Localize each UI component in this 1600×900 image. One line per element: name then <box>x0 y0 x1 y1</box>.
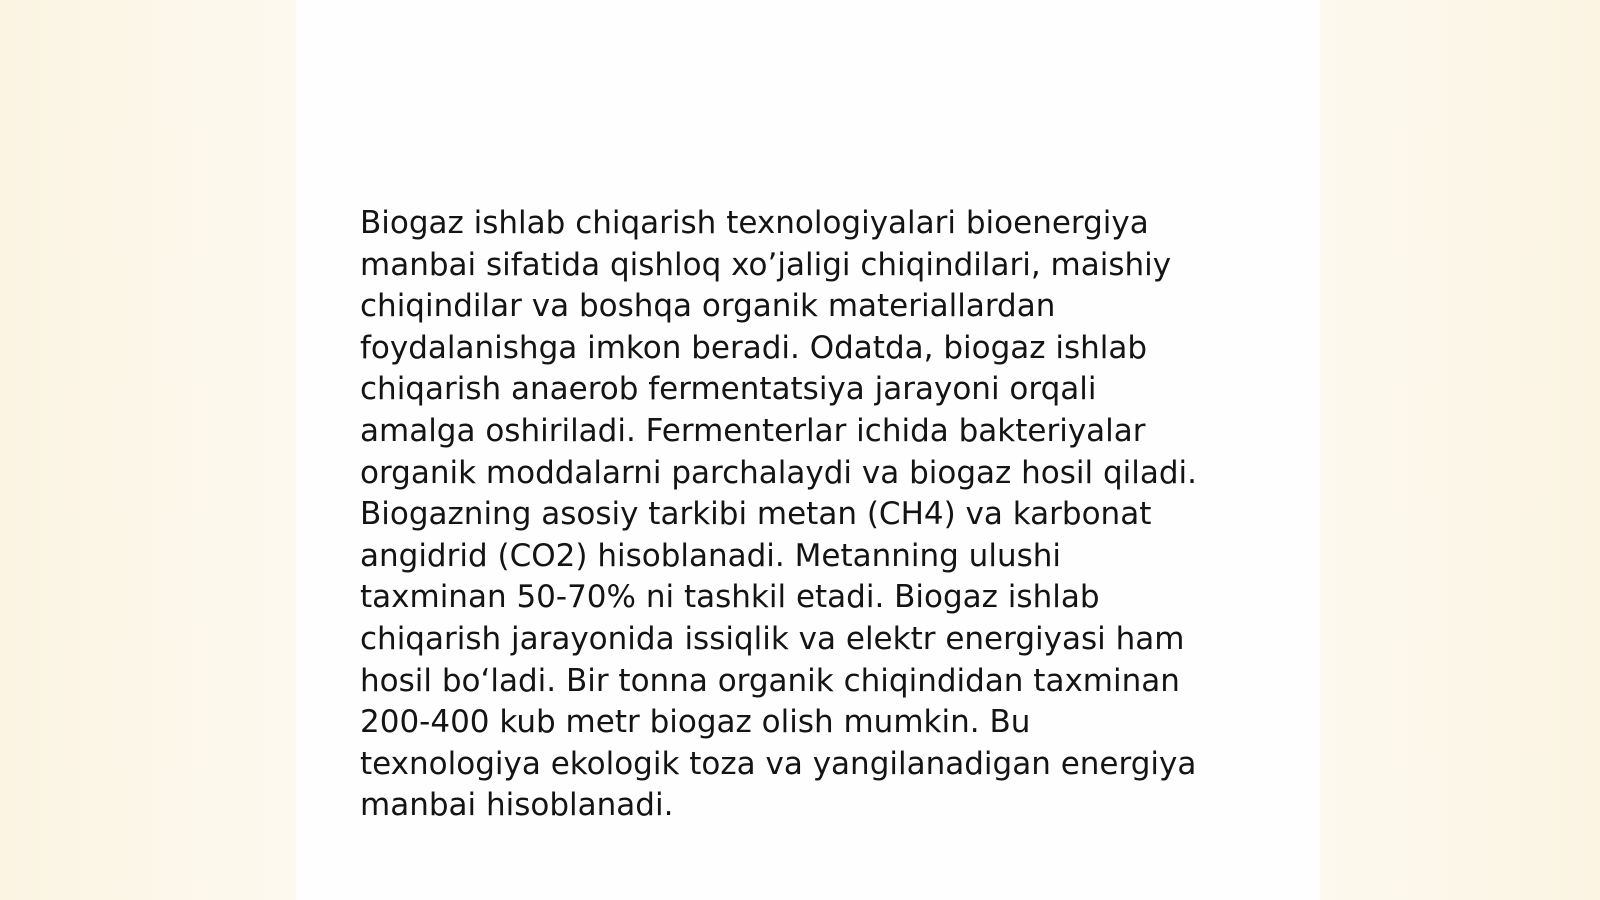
paragraph-line: texnologiya ekologik toza va yangilanadigan energiya <box>360 745 1197 782</box>
paragraph-line: Biogazning asosiy tarkibi metan (CH4) va karbonat <box>360 496 1152 533</box>
paragraph-line: manbai sifatida qishloq xo’jaligi chiqindilari, maishiy <box>360 246 1172 283</box>
paragraph-line: organik moddalarni parchalaydi va biogaz hosil qiladi. <box>360 454 1198 491</box>
paragraph-line: manbai hisoblanadi. <box>360 787 674 824</box>
paragraph-line: 200-400 kub metr biogaz olish mumkin. Bu <box>360 704 1031 741</box>
paragraph-line: amalga oshiriladi. Fermenterlar ichida bakteriyalar <box>360 412 1146 449</box>
paragraph-line: Biogaz ishlab chiqarish texnologiyalari bioenergiya <box>360 205 1149 241</box>
paragraph-line: chiqarish anaerob fermentatsiya jarayoni orqali <box>360 371 1097 408</box>
paragraph-line: foydalanishga imkon beradi. Odatda, biogaz ishlab <box>360 329 1148 366</box>
paragraph-line: chiqarish jarayonida issiqlik va elektr energiyasi ham <box>360 620 1185 657</box>
body-paragraph <box>360 203 1260 827</box>
paragraph-line: chiqindilar va boshqa organik materiallardan <box>360 288 1056 325</box>
document-page <box>296 0 1320 900</box>
paragraph-line: taxminan 50-70% ni tashkil etadi. Biogaz ishlab <box>360 579 1100 616</box>
paragraph-line: hosil bo‘ladi. Bir tonna organik chiqindidan taxminan <box>360 662 1180 699</box>
paragraph-line: angidrid (CO2) hisoblanadi. Metanning ulushi <box>360 537 1061 574</box>
